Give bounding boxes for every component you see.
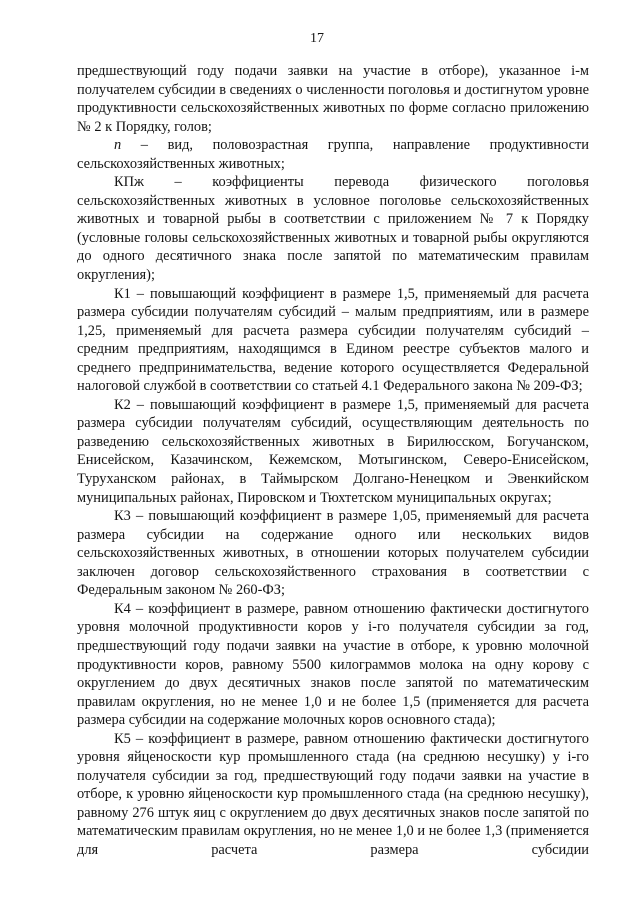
paragraph-continuation: предшествующий году подачи заявки на участие в отборе), указанное i-м получателем субсидии в сведениях о численности поголовья и достигнутом уровне продуктивности сельскохозяйственных животных по форме согласно приложению № 2 к Порядку, голов; — [77, 63, 589, 135]
paragraph-k2-definition: К2 – повышающий коэффициент в размере 1,5, применяемый для расчета размера субсидии получателям субсидий, осуществляющим деятельность по разведению сельскохозяйственных животных в Бирилюсском, Богучанском, Енисейском, Казачинском, Кежемском, Мотыгинском, Северо-Енисейском, Туруханском районах, в Таймырском Долгано-Ненецком и Эвенкийском муниципальных районах, Пировском и Тюхтетском муниципальных округах; — [77, 396, 589, 506]
paragraph-k3-definition: К3 – повышающий коэффициент в размере 1,05, применяемый для расчета размера субсидии на содержание одного или нескольких видов сельскохозяйственных животных, в отношении которых получателем субсидии заключен договор сельскохозяйственного страхования в соответствии с Федеральным законом № 260-ФЗ; — [77, 508, 589, 599]
paragraph-n-text: – вид, половозрастная группа, направление продуктивности сельскохозяйственных животных; — [77, 137, 589, 172]
paragraph-k4-definition: К4 – коэффициент в размере, равном отношению фактически достигнутого уровня молочной продуктивности коров у i-го получателя субсидии за год, предшествующий году подачи заявки на участие в отборе, к уровню молочной продуктивности коров, равному 5500 килограммов молока на одну корову с округлением до двух десятичных знаков после запятой по математическим правилам округления, но не менее 1,0 и не более 1,5 (применяется для расчета размера субсидии на содержание молочных коров основного стада); — [77, 600, 589, 729]
document-body — [77, 62, 589, 860]
paragraph-k5-definition: К5 – коэффициент в размере, равном отношению фактически достигнутого уровня яйценоскости кур промышленного стада (на среднюю несушку) у i-го получателя субсидии за год, предшествующий году подачи заявки на участие в отборе, к уровню яйценоскости кур промышленного стада (на среднюю несушку), равному 276 штук яиц с округлением до двух десятичных знаков после запятой по математическим правилам округления, но не менее 1,0 и не более 1,3 (применяется для расчета размера субсидии — [77, 730, 589, 858]
paragraph-n-definition — [77, 136, 589, 173]
page-number: 17 — [310, 31, 324, 46]
paragraph-k1-definition: К1 – повышающий коэффициент в размере 1,5, применяемый для расчета размера субсидии получателям субсидий – малым предприятиям, или в размере 1,25, применяемый для расчета размера субсидии получателям субсидий – средним предприятиям, находящимся в Едином реестре субъектов малого и среднего предпринимательства, ведение которого осуществляется Федеральной налоговой службой в соответствии со статьей 4.1 Федерального закона № 209-ФЗ; — [77, 285, 589, 395]
paragraph-kpzh-definition: КПж – коэффициенты перевода физического поголовья сельскохозяйственных животных в условное поголовье сельскохозяйственных животных и товарной рыбы в соответствии с приложением № 7 к Порядку (условные головы сельскохозяйственных животных и товарной рыбы округляются до одного десятичного знака после запятой по математическим правилам округления); — [77, 174, 589, 284]
variable-n: n — [114, 137, 122, 154]
